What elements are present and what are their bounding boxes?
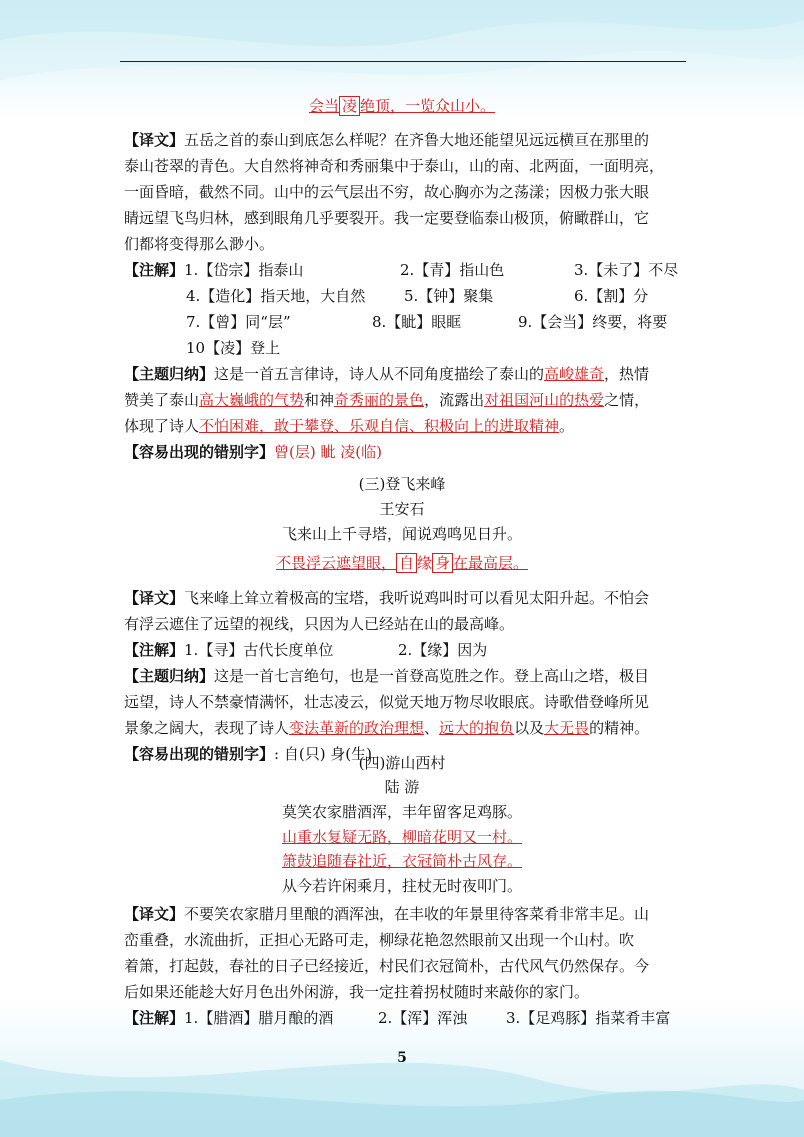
highlight-text: 对祖国河山的热爱 bbox=[484, 391, 605, 409]
note-item: 1.【岱宗】指泰山 bbox=[184, 261, 304, 279]
translation-text: 飞来峰上耸立着极高的宝塔，我听说鸡叫时可以看见太阳升起。不怕会 bbox=[184, 589, 650, 607]
highlight-text: 远大的抱负 bbox=[439, 719, 515, 737]
translation-line: 峦重叠，水流曲折，正担心无路可走，柳绿花艳忽然眼前又出现一个山村。吹 bbox=[124, 931, 635, 949]
poem-text: 绝顶，一览众山小。 bbox=[360, 97, 496, 115]
section-tag: 【注解】 bbox=[124, 1009, 185, 1027]
section-tag: 【主题归纳】 bbox=[124, 667, 215, 685]
theme-text: 体现了诗人 bbox=[124, 417, 200, 435]
typo-list: 曾(层) 眦 凌(临) bbox=[274, 443, 382, 461]
poem-text: 会当 bbox=[308, 97, 339, 115]
highlight-text: 高峻雄奇 bbox=[544, 365, 605, 383]
highlight-text: 大无畏 bbox=[544, 719, 590, 737]
note-item: 3.【未了】不尽 bbox=[574, 261, 679, 279]
notes-line bbox=[124, 260, 303, 280]
translation-line: 有浮云遮住了远望的视线，只因为人已经站在山的最高峰。 bbox=[124, 615, 515, 633]
poem-text: 山重水复疑无路，柳暗花明又一村。 bbox=[281, 828, 522, 846]
translation-line bbox=[124, 588, 649, 608]
boxed-character: 身 bbox=[432, 553, 453, 573]
theme-text: 这是一首七言绝句，也是一首登高览胜之作。登上高山之塔，极目 bbox=[214, 667, 650, 685]
section-tag: 【容易出现的错别字】 bbox=[124, 443, 275, 461]
note-item: 6.【割】分 bbox=[574, 287, 649, 305]
poem-line-red bbox=[0, 827, 804, 847]
section-tag: 【译文】 bbox=[124, 589, 185, 607]
boxed-character: 凌 bbox=[339, 96, 360, 116]
translation-line: 们都将变得那么渺小。 bbox=[124, 235, 275, 253]
theme-line bbox=[124, 416, 574, 436]
note-item: 4.【造化】指天地，大自然 bbox=[186, 287, 366, 305]
poem-text: 箫鼓追随春社近，衣冠简朴古风存。 bbox=[281, 852, 522, 870]
theme-line bbox=[124, 390, 649, 410]
note-item: 9.【会当】终要，将要 bbox=[518, 313, 668, 331]
theme-text: 以及 bbox=[514, 719, 545, 737]
poem-title: (三)登飞来峰 bbox=[358, 475, 446, 493]
boxed-character: 自 bbox=[396, 553, 417, 573]
theme-text: 景象之阔大，表现了诗人 bbox=[124, 719, 290, 737]
theme-text: 这是一首五言律诗，诗人从不同角度描绘了泰山的 bbox=[214, 365, 545, 383]
section-tag: 【译文】 bbox=[124, 905, 185, 923]
poem-line: 莫笑农家腊酒浑，丰年留客足鸡豚。 bbox=[281, 803, 522, 821]
notes-line bbox=[124, 1008, 333, 1028]
page-number: 5 bbox=[397, 1050, 407, 1066]
section-tag: 【译文】 bbox=[124, 131, 185, 149]
poem-line: 从今若许闲乘月，拄杖无时夜叩门。 bbox=[281, 877, 522, 895]
section-tag: 【注解】 bbox=[124, 641, 185, 659]
highlight-text: 不怕困难，敢于攀登、乐观自信、积极向上的进取精神 bbox=[199, 417, 560, 435]
note-item: 2.【浑】浑浊 bbox=[378, 1009, 468, 1027]
note-item: 1.【寻】古代长度单位 bbox=[184, 641, 334, 659]
poem-line: 飞来山上千寻塔，闻说鸡鸣见日升。 bbox=[281, 525, 522, 543]
theme-line bbox=[124, 718, 649, 738]
note-item: 2.【缘】因为 bbox=[398, 641, 488, 659]
note-item: 2.【青】指山色 bbox=[400, 261, 505, 279]
theme-line bbox=[124, 364, 649, 384]
translation-line: 着箫，打起鼓，春社的日子已经接近，村民们衣冠简朴，古代风气仍然保存。今 bbox=[124, 957, 650, 975]
theme-text: 、 bbox=[424, 719, 440, 737]
theme-text: 。 bbox=[559, 417, 575, 435]
notes-line bbox=[124, 640, 333, 660]
note-item: 10【凌】登上 bbox=[186, 339, 281, 357]
theme-text: ，流露出 bbox=[424, 391, 485, 409]
translation-line: 泰山苍翠的青色。大自然将神奇和秀丽集中于泰山，山的南、北两面，一面明亮， bbox=[124, 157, 665, 175]
poem-text: 在最高层。 bbox=[453, 554, 529, 572]
theme-text: 赞美了泰山 bbox=[124, 391, 200, 409]
section-tag: 【容易出现的错别字】 bbox=[124, 745, 275, 763]
poem-text: 缘 bbox=[416, 554, 432, 572]
note-item: 3.【足鸡豚】指菜肴丰富 bbox=[506, 1009, 671, 1027]
section-tag: 【注解】 bbox=[124, 261, 185, 279]
theme-line bbox=[124, 666, 649, 686]
poem-line-red bbox=[0, 851, 804, 871]
typo-line bbox=[124, 442, 382, 462]
section-tag: 【主题归纳】 bbox=[124, 365, 215, 383]
poem-title: (四)游山西村 bbox=[358, 754, 446, 772]
note-item: 5.【钟】聚集 bbox=[404, 287, 494, 305]
translation-line: 睛远望飞鸟归林，感到眼角几乎要裂开。我一定要登临泰山极顶，俯瞰群山，它 bbox=[124, 209, 650, 227]
highlight-text: 奇秀丽的景色 bbox=[334, 391, 425, 409]
highlight-text: 变法革新的政治理想 bbox=[289, 719, 425, 737]
translation-line: 一面昏暗，截然不同。山中的云气层出不穷，故心胸亦为之荡漾；因极力张大眼 bbox=[124, 183, 650, 201]
typo-list: : 自(只) 身(生) bbox=[274, 745, 373, 763]
poem-line-red bbox=[0, 553, 804, 573]
poem-line-red bbox=[0, 96, 804, 116]
theme-text: 之情， bbox=[604, 391, 650, 409]
poem-author: 王安石 bbox=[379, 500, 425, 518]
highlight-text: 高大巍峨的气势 bbox=[199, 391, 305, 409]
theme-text: 和神 bbox=[304, 391, 335, 409]
poem-text: 不畏浮云遮望眼， bbox=[275, 554, 396, 572]
theme-line: 远望，诗人不禁豪情满怀，壮志凌云，似觉天地万物尽收眼底。诗歌借登峰所见 bbox=[124, 693, 650, 711]
note-item: 1.【腊酒】腊月酿的酒 bbox=[184, 1009, 334, 1027]
translation-text: 五岳之首的泰山到底怎么样呢？在齐鲁大地还能望见远远横亘在那里的 bbox=[184, 131, 650, 149]
header-rule bbox=[120, 61, 686, 62]
note-item: 8.【眦】眼眶 bbox=[372, 313, 462, 331]
note-item: 7.【曾】同“层” bbox=[186, 313, 291, 331]
poem-author: 陆 游 bbox=[384, 778, 420, 796]
translation-line: 后如果还能趁大好月色出外闲游，我一定拄着拐杖随时来敲你的家门。 bbox=[124, 983, 590, 1001]
translation-line bbox=[124, 130, 649, 150]
translation-line bbox=[124, 904, 649, 924]
theme-text: ，热情 bbox=[604, 365, 650, 383]
translation-text: 不要笑农家腊月里酿的酒浑浊，在丰收的年景里待客菜肴非常丰足。山 bbox=[184, 905, 650, 923]
theme-text: 的精神。 bbox=[589, 719, 650, 737]
